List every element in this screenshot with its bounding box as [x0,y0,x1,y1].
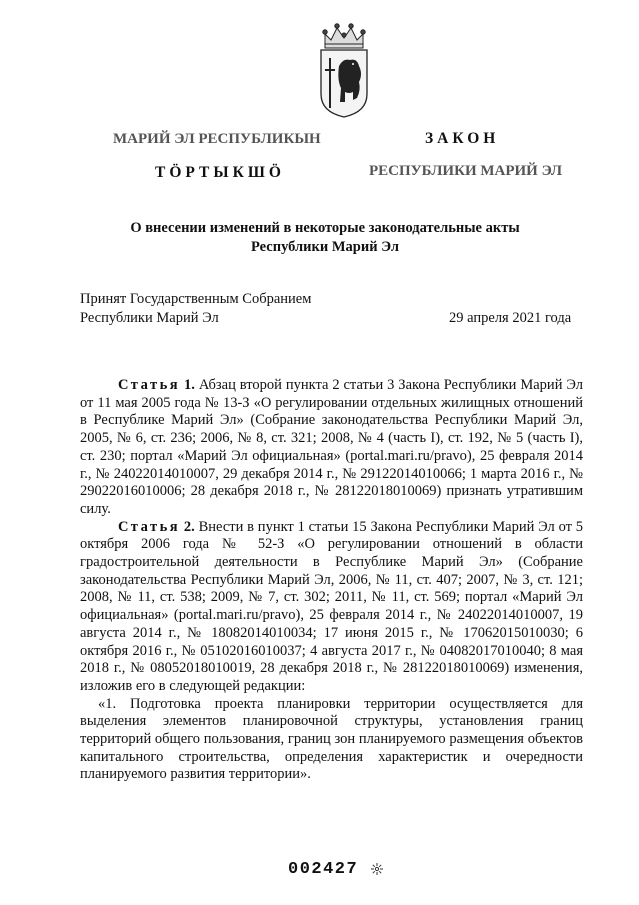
serial-number: 002427 [288,860,359,879]
article-2-text: Внести в пункт 1 статьи 15 Закона Республики Марий Эл от 5 октября 2006 года № 52-З «О регулировании отношений в области градостроительной деятельности в Республике Марий Эл» (Собрание законодательства Республики Марий Эл, 2006, № 11, ст. 407; 2007, № 3, ст. 121; 2008, № 11, ст. 538; 2009, № 7, ст. 302; 2011, № 11, ст. 569; портал «Марий Эл официальная» (portal.mari.ru/pravo), 25 февраля 2014 г., № 24022014010007, 19 августа 2014 г., № 18082014010034; 17 июня 2015 г., № 17062015010030; 6 октября 2016 г., № 05102016010037; 4 августа 2017 г., № 04082017010040; 8 мая 2018 г., № 08052018010019, 28 декабря 2018 г., № 28122018010069) изменения, изложив его в следующей редакции: [80,518,584,694]
article-1 [80,377,583,519]
article-2 [80,519,583,696]
article-2-number: 2. [183,518,195,535]
adoption-block [80,290,311,328]
article-1-label: Статья [118,377,181,393]
flower-mark-icon [370,862,384,876]
quoted-amendment: «1. Подготовка проекта планировки территории осуществляется для выделения элементов планировочной структуры, установления границ территорий общего пользования, границ зон планируемого размещения объектов капитального строительства, определения характеристик и очередности планируемого развития территории». [80,695,583,783]
law-title [60,219,590,257]
header-left-line2: ТӦРТЫКШӦ [155,164,285,181]
adoption-date: 29 апреля 2021 года [449,310,572,326]
article-2-label: Статья [118,518,181,535]
law-title-line1: О внесении изменений в некоторые законодательные акты [130,220,520,236]
article-2-heading [118,519,195,535]
article-1-text: Абзац второй пункта 2 статьи 3 Закона Республики Марий Эл от 11 мая 2005 года № 13-З «О регулировании отдельных жилищных отношений в Республике Марий Эл» (Собрание законодательства Республики Марий Эл, 2005, № 6, ст. 236; 2006, № 8, ст. 321; 2008, № 4 (часть I), ст. 192, № 5 (часть I), ст. 230; портал «Марий Эл официальная» (portal.mari.ru/pravo), 25 февраля 2014 г., № 24022014010007, 29 декабря 2014 г., № 29122014010066; 1 марта 2016 г., № 29022016010006; 28 декабря 2018 г., № 28122018010069) признать утратившим силу. [80,377,583,517]
law-title-line2: Республики Марий Эл [251,239,399,255]
adoption-line1: Принят Государственным Собранием [80,291,312,307]
header-left-line1: МАРИЙ ЭЛ РЕСПУБЛИКЫН [113,131,321,147]
header-right-line1: ЗАКОН [425,130,500,147]
adoption-line2: Республики Марий Эл [80,310,219,326]
article-1-heading [118,377,195,393]
header-right-line2: РЕСПУБЛИКИ МАРИЙ ЭЛ [369,163,563,179]
law-body [80,377,583,784]
article-1-number: 1. [184,377,195,393]
coat-of-arms-icon [317,22,371,118]
